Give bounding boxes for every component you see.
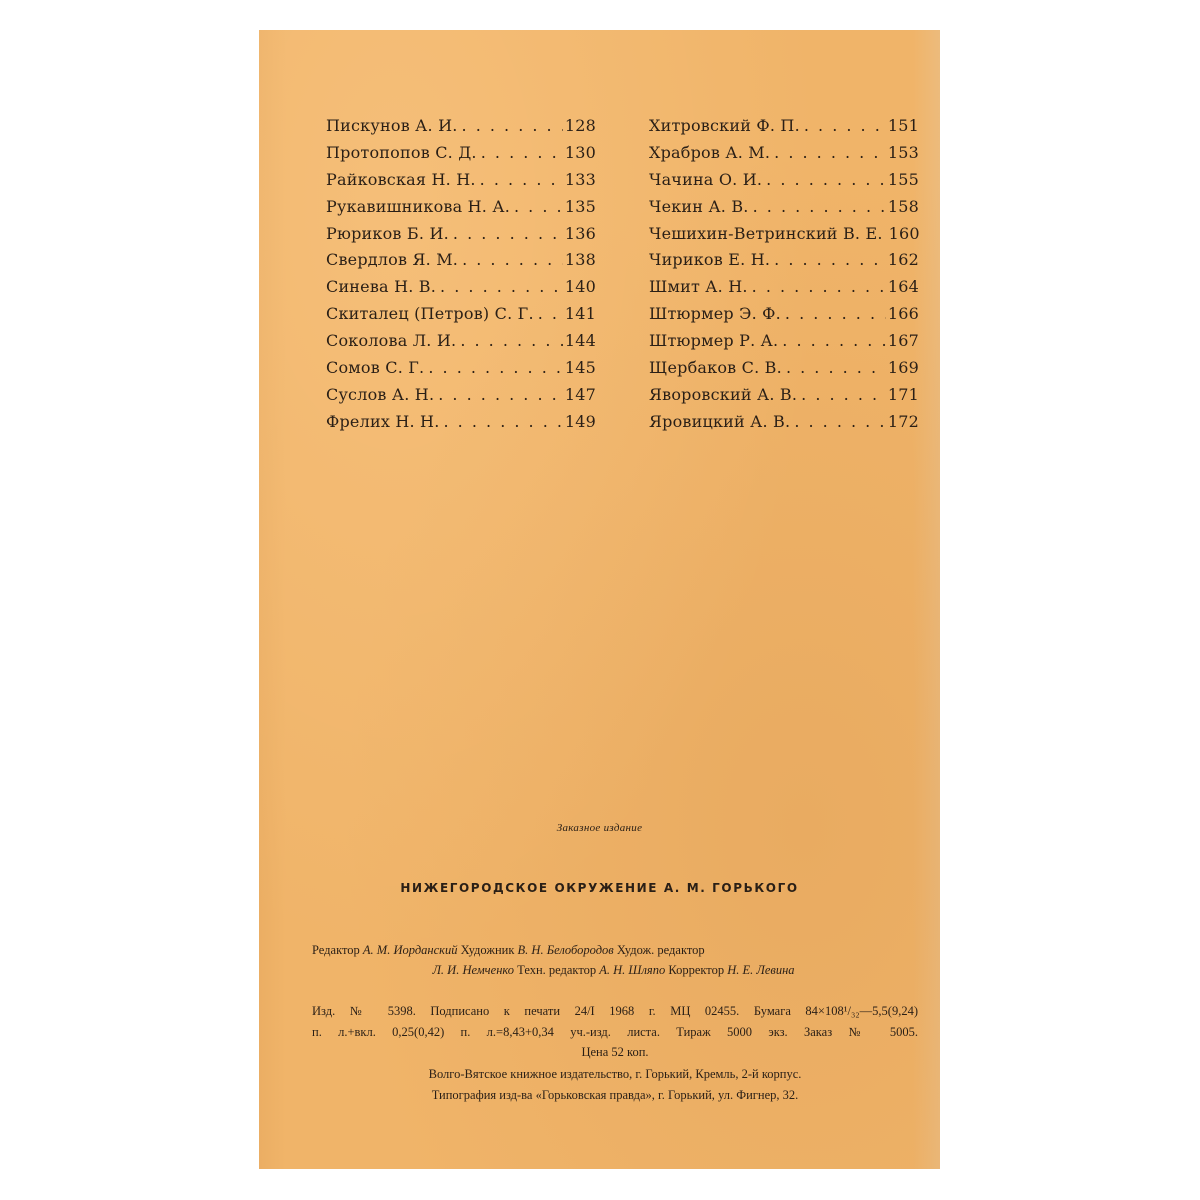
index-entry-name: Свердлов Я. М. <box>326 250 459 270</box>
index-entry-name: Храбров А. М. <box>649 142 771 162</box>
index-entry-page: 133 <box>564 169 596 189</box>
index-entry <box>649 167 919 194</box>
index-entry-name: Штюрмер Р. А. <box>649 331 779 351</box>
index-entry-name: Пискунов А. И. <box>326 116 458 135</box>
index-entry-page: 135 <box>564 196 596 216</box>
artist-name: В. Н. Белобородов <box>517 943 614 957</box>
tech-editor-label: Техн. редактор <box>517 963 597 977</box>
index-entry-name: Яровицкий А. В. <box>649 411 791 431</box>
index-leader-dots <box>804 113 886 140</box>
index-entry-name: Хитровский Ф. П. <box>649 116 800 135</box>
index-entry <box>649 328 919 355</box>
art-editor-label: Худож. редактор <box>616 943 705 957</box>
index-entry-page: 144 <box>564 331 596 351</box>
index-entry <box>326 113 596 140</box>
index-leader-dots <box>794 409 886 436</box>
index-entry-page: 149 <box>564 411 596 431</box>
index-entry-name: Фрелих Н. Н. <box>326 411 440 431</box>
index-entry-page: 147 <box>564 384 596 404</box>
index-leader-dots <box>480 167 563 194</box>
index-entry-name: Рюриков Б. И. <box>326 223 449 243</box>
index-entry-name: Синева Н. В. <box>326 277 437 297</box>
book-title: НИЖЕГОРОДСКОЕ ОКРУЖЕНИЕ А. М. ГОРЬКОГО <box>400 881 799 895</box>
index-entry-page: 153 <box>887 142 919 162</box>
editor-name: А. М. Иорданский <box>362 943 458 957</box>
printer-line: Типография изд-ва «Горьковская правда», г. Горький, ул. Фигнер, 32. <box>431 1087 799 1102</box>
index-leader-dots <box>785 301 886 328</box>
index-entry-page: 136 <box>564 223 596 243</box>
index-leader-dots <box>538 301 563 328</box>
index-entry <box>649 355 919 382</box>
tech-editor-name: А. Н. Шляпо <box>599 963 666 977</box>
index-entry-name: Чачина О. И. <box>649 169 763 189</box>
index-leader-dots <box>481 140 563 167</box>
index-entry-page: 128 <box>564 116 596 135</box>
index-entry <box>649 247 919 274</box>
index-leader-dots <box>753 194 886 221</box>
index-leader-dots <box>752 274 886 301</box>
index-entry-page: 151 <box>887 116 919 135</box>
price: Цена 52 коп. <box>581 1045 649 1059</box>
index-entry-page: 158 <box>887 196 919 216</box>
index-entry <box>326 382 596 409</box>
index-leader-dots <box>766 167 886 194</box>
publisher-line: Волго-Вятское книжное издательство, г. Горький, Кремль, 2-й корпус. <box>428 1067 802 1081</box>
index-leader-dots <box>428 355 563 382</box>
index-entry-name: Соколова Л. И. <box>326 331 457 351</box>
artist-label: Художник <box>460 943 515 957</box>
index-entry <box>326 328 596 355</box>
index-entry-name: Скиталец (Петров) С. Г. <box>326 304 534 324</box>
index-leader-dots <box>438 382 563 409</box>
index-leader-dots <box>462 113 563 140</box>
index-entry <box>326 274 596 301</box>
index-entry-name: Яворовский А. В. <box>649 384 798 404</box>
index-entry-name: Чекин А. В. <box>649 196 749 216</box>
index-entry-name: Штюрмер Э. Ф. <box>649 304 781 324</box>
index-entry <box>649 301 919 328</box>
index-entry-name: Суслов А. Н. <box>326 384 435 404</box>
index-entry <box>326 221 596 248</box>
index-entry-page: 138 <box>564 250 596 270</box>
index-entry <box>649 274 919 301</box>
index-entry-page: 171 <box>887 384 919 404</box>
index-entry-page: 130 <box>564 142 596 162</box>
index-entry <box>326 409 596 436</box>
index-entry-name: Шмит А. Н. <box>649 277 748 297</box>
index-entry-page: 162 <box>887 250 919 270</box>
index-entry <box>326 140 596 167</box>
index-leader-dots <box>444 409 563 436</box>
editor-label: Редактор <box>312 943 360 957</box>
index-entry <box>649 113 919 140</box>
index-entry-page: 169 <box>887 358 919 378</box>
credits-line-2 <box>312 960 915 980</box>
index-leader-dots <box>801 382 886 409</box>
index-entry-page: 141 <box>564 304 596 324</box>
ordered-edition-note: Заказное издание <box>556 822 643 834</box>
index-entry-name: Чириков Е. Н. <box>649 250 771 270</box>
index-entry-name: Щербаков С. В. <box>649 358 782 378</box>
index-entry-page: 166 <box>887 304 919 324</box>
index-entry <box>649 221 919 248</box>
imprint-block <box>312 1001 918 1063</box>
index-column-right <box>649 113 919 436</box>
index-entry <box>326 247 596 274</box>
index-leader-dots <box>514 194 563 221</box>
index-entry <box>326 194 596 221</box>
index-entry-page: 145 <box>564 358 596 378</box>
publisher-block <box>312 1064 918 1105</box>
index-entry <box>649 382 919 409</box>
index-entry-page: 164 <box>887 277 919 297</box>
index-leader-dots <box>786 355 886 382</box>
proofreader-name: Н. Е. Левина <box>727 963 795 977</box>
proofreader-label: Корректор <box>668 963 725 977</box>
index-entry-name: Райковская Н. Н. <box>326 169 476 189</box>
index-entry-name: Чешихин-Ветринский В. Е. <box>649 223 883 243</box>
index-leader-dots <box>440 274 563 301</box>
imprint-line-1: Изд. № 5398. Подписано к печати 24/I 1968 г. МЦ 02455. Бумага 84×108¹/₃₂—5,5(9,24) <box>312 1004 918 1018</box>
index-leader-dots <box>774 247 886 274</box>
index-entry-page: 172 <box>887 411 919 431</box>
index-entry <box>649 409 919 436</box>
index-entry-page: 160 <box>888 223 920 243</box>
index-leader-dots <box>782 328 886 355</box>
index-column-left <box>326 113 596 436</box>
index-entry-name: Рукавишникова Н. А. <box>326 196 510 216</box>
book-page <box>259 30 940 1169</box>
index-leader-dots <box>462 247 563 274</box>
imprint-line-2: п. л.+вкл. 0,25(0,42) п. л.=8,43+0,34 уч.-изд. листа. Тираж 5000 экз. Заказ № 5005. <box>312 1024 918 1039</box>
credits-line-1 <box>312 940 915 960</box>
index-entry-page: 155 <box>887 169 919 189</box>
art-editor-name: Л. И. Немченко <box>432 963 515 977</box>
index-entry <box>326 355 596 382</box>
index-entry-page: 167 <box>887 331 919 351</box>
index-leader-dots <box>774 140 886 167</box>
index-entry <box>649 140 919 167</box>
index-entry <box>649 194 919 221</box>
index-entry-name: Протопопов С. Д. <box>326 142 477 162</box>
index-leader-dots <box>460 328 563 355</box>
credits-block <box>312 940 915 980</box>
index-leader-dots <box>453 221 563 248</box>
index-entry <box>326 301 596 328</box>
index-entry <box>326 167 596 194</box>
index-entry-page: 140 <box>564 277 596 297</box>
index-entry-name: Сомов С. Г. <box>326 358 425 378</box>
